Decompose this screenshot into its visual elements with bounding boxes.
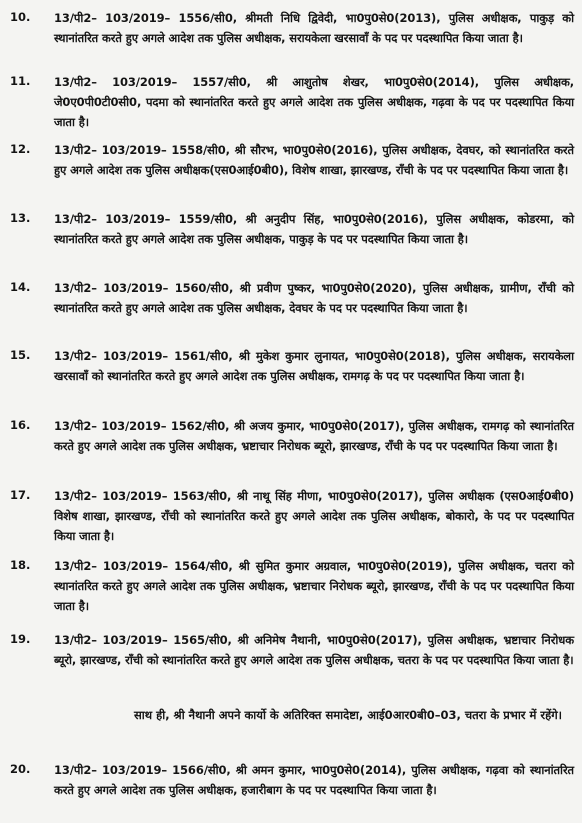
entry-number: 11. bbox=[10, 74, 31, 88]
entry-text: 13/पी2– 103/2019– 1565/सी0, श्री अनिमेष नैथानी, भा0पु0से0(2017), पुलिस अधीक्षक, भ्रष्टाचार निरोधक ब्यूरो, झारखण्ड, राँची को स्थानांतरित करते हुए अगले आदेश तक पुलिस अधीक्षक, चतरा के पद पर पदस्थापित किया जाता है। bbox=[54, 633, 574, 667]
entry-number: 14. bbox=[10, 280, 31, 294]
entry-text: 13/पी2– 103/2019– 1560/सी0, श्री प्रवीण पुष्कर, भा0पु0से0(2020), पुलिस अधीक्षक, ग्रामीण, राँची को स्थानांतरित करते हुए अगले आदेश तक पुलिस अधीक्षक, देवघर के पद पर पदस्थापित किया जाता है। bbox=[54, 281, 574, 315]
entry-text: 13/पी2– 103/2019– 1561/सी0, श्री मुकेश कुमार लुनायत, भा0पु0से0(2018), पुलिस अधीक्षक, सरायकेला खरसावाँ को स्थानांतरित करते हुए अगले आदेश तक पुलिस अधीक्षक, रामगढ़ के पद पर पदस्थापित किया जाता है। bbox=[54, 349, 574, 383]
entry-number: 17. bbox=[10, 488, 31, 502]
entry-text: 13/पी2– 103/2019– 1557/सी0, श्री आशुतोष शेखर, भा0पु0से0(2014), पुलिस अधीक्षक, जे0ए0पी0टी0सी0, पदमा को स्थानांतरित करते हुए अगले आदेश तक पुलिस अधीक्षक, गढ़वा के पद पर पदस्थापित किया जाता है। bbox=[54, 75, 574, 129]
entry-text: 13/पी2– 103/2019– 1558/सी0, श्री सौरभ, भा0पु0से0(2016), पुलिस अधीक्षक, देवघर, को स्थानांतरित करते हुए अगले आदेश तक पुलिस अधीक्षक(एस0आई0बी0), विशेष शाखा, झारखण्ड, राँची के पद पर पदस्थापित किया जाता है। bbox=[54, 143, 574, 177]
entry-number: 16. bbox=[10, 418, 31, 432]
entry-text: 13/पी2– 103/2019– 1563/सी0, श्री नाथू सिंह मीणा, भा0पु0से0(2017), पुलिस अधीक्षक (एस0आई0बी0) विशेष शाखा, झारखण्ड, राँची को स्थानांतरित करते हुए अगले आदेश तक पुलिस अधीक्षक, बोकारो, के पद पर पदस्थापित किया जाता है। bbox=[54, 489, 574, 543]
entry-number: 19. bbox=[10, 632, 31, 646]
entry-text: 13/पी2– 103/2019– 1562/सी0, श्री अजय कुमार, भा0पु0से0(2017), पुलिस अधीक्षक, रामगढ़ को स्थानांतरित करते हुए अगले आदेश तक पुलिस अधीक्षक, भ्रष्टाचार निरोधक ब्यूरो, झारखण्ड, राँची के पद पर पदस्थापित किया जाता है। bbox=[54, 419, 574, 453]
entry-text: 13/पी2– 103/2019– 1564/सी0, श्री सुमित कुमार अग्रवाल, भा0पु0से0(2019), पुलिस अधीक्षक, चतरा को स्थानांतरित करते हुए अगले आदेश तक पुलिस अधीक्षक, भ्रष्टाचार निरोधक ब्यूरो, झारखण्ड, राँची के पद पर पदस्थापित किया जाता है। bbox=[54, 559, 574, 613]
entry-text: 13/पी2– 103/2019– 1556/सी0, श्रीमती निधि द्विवेदी, भा0पु0से0(2013), पुलिस अधीक्षक, पाकुड़ को स्थानांतरित करते हुए अगले आदेश तक पुलिस अधीक्षक, सरायकेला खरसावाँ के पद पर पदस्थापित किया जाता है। bbox=[54, 11, 574, 45]
entry-text: 13/पी2– 103/2019– 1559/सी0, श्री अनुदीप सिंह, भा0पु0से0(2016), पुलिस अधीक्षक, कोडरमा, को स्थानांतरित करते हुए अगले आदेश तक पुलिस अधीक्षक, पाकुड़ के पद पर पदस्थापित किया जाता है। bbox=[54, 212, 574, 246]
entry-number: 18. bbox=[10, 558, 31, 572]
entry-number: 15. bbox=[10, 348, 31, 362]
additional-charge-note: साथ ही, श्री नैथानी अपने कार्यो के अतिरिक्त समादेष्टा, आई0आर0बी0–03, चतरा के प्रभार में रहेंगे। bbox=[134, 708, 563, 722]
entry-text: 13/पी2– 103/2019– 1566/सी0, श्री अमन कुमार, भा0पु0से0(2014), पुलिस अधीक्षक, गढ़वा को स्थानांतरित करते हुए अगले आदेश तक पुलिस अधीक्षक, हजारीबाग के पद पर पदस्थापित किया जाता है। bbox=[54, 763, 574, 797]
entry-number: 13. bbox=[10, 211, 31, 225]
entry-number: 20. bbox=[10, 762, 31, 776]
entry-number: 12. bbox=[10, 142, 31, 156]
entry-number: 10. bbox=[10, 10, 31, 24]
